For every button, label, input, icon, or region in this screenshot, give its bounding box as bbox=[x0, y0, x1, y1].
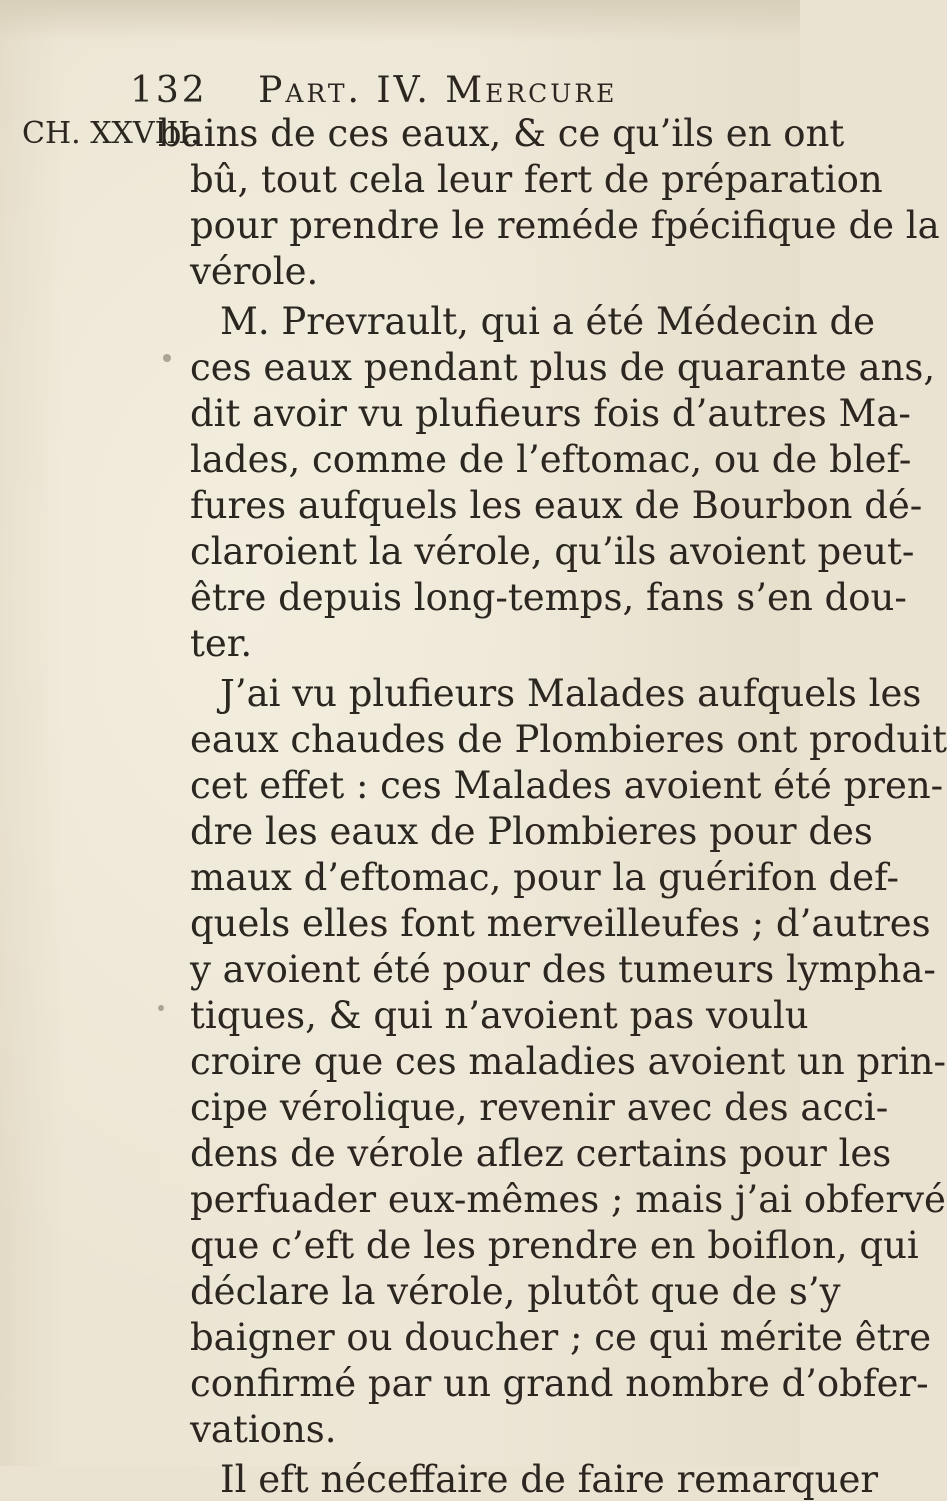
text-line: cipe vérolique, revenir avec des acci- bbox=[190, 1086, 889, 1129]
text-line: confirmé par un grand nombre d’obfer- bbox=[190, 1362, 929, 1405]
text-line: bû, tout cela leur fert de préparation bbox=[190, 158, 883, 201]
text-line: être depuis long-temps, fans s’en dou- bbox=[190, 576, 907, 619]
text-line: que c’eft de les prendre en boiflon, qui bbox=[190, 1224, 919, 1267]
text-line: pour prendre le reméde fpécifique de la bbox=[190, 204, 940, 247]
text-line: eaux chaudes de Plombieres ont produit bbox=[190, 718, 947, 761]
text-line: J’ai vu plufieurs Malades aufquels les bbox=[220, 672, 922, 715]
page-number: 132 bbox=[130, 70, 208, 111]
text-line: M. Prevrault, qui a été Médecin de bbox=[220, 300, 876, 343]
text-line: y avoient été pour des tumeurs lympha- bbox=[190, 948, 936, 991]
text-line: dre les eaux de Plombieres pour des bbox=[190, 810, 873, 853]
text-line: perfuader eux-mêmes ; mais j’ai obfervé bbox=[190, 1178, 946, 1221]
text-line: cet effet : ces Malades avoient été pren- bbox=[190, 764, 944, 807]
text-line: vérole. bbox=[190, 250, 319, 293]
page-top-shadow bbox=[0, 0, 800, 42]
text-line: bains de ces eaux, & ce qu’ils en ont bbox=[158, 112, 845, 155]
text-line: dit avoir vu plufieurs fois d’autres Ma- bbox=[190, 392, 911, 435]
text-line: tiques, & qui n’avoient pas voulu bbox=[190, 994, 809, 1037]
running-title: Part. IV. Mercure bbox=[258, 70, 618, 111]
text-line: vations. bbox=[190, 1408, 337, 1451]
chapter-margin-note: CH. XXVIII. bbox=[22, 116, 200, 151]
text-line: maux d’eftomac, pour la guérifon def- bbox=[190, 856, 900, 899]
text-line: quels elles font merveilleufes ; d’autres bbox=[190, 902, 931, 945]
text-line: baigner ou doucher ; ce qui mérite être bbox=[190, 1316, 932, 1359]
ink-blemish bbox=[158, 1005, 164, 1011]
text-line: ces eaux pendant plus de quarante ans, bbox=[190, 346, 936, 389]
text-line: claroient la vérole, qu’ils avoient peut- bbox=[190, 530, 915, 573]
text-line: ter. bbox=[190, 622, 253, 665]
text-line: dens de vérole aflez certains pour les bbox=[190, 1132, 892, 1175]
text-line: lades, comme de l’eftomac, ou de blef- bbox=[190, 438, 912, 481]
running-head bbox=[130, 70, 730, 114]
last-line: Il eft néceffaire de faire remarquer bbox=[220, 1458, 879, 1501]
text-line: croire que ces maladies avoient un prin- bbox=[190, 1040, 946, 1083]
ink-blemish bbox=[163, 354, 171, 362]
text-line: fures aufquels les eaux de Bourbon dé- bbox=[190, 484, 923, 527]
text-line: déclare la vérole, plutôt que de s’y bbox=[190, 1270, 841, 1313]
